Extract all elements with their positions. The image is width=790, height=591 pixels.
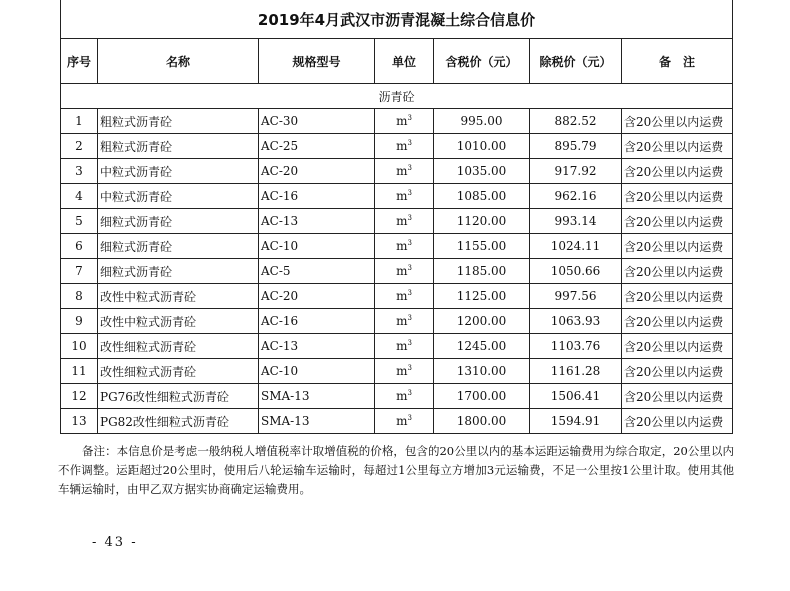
row-spec: AC-30 xyxy=(259,109,375,134)
row-remark: 含20公里以内运费 xyxy=(622,384,733,409)
unit-base: m xyxy=(396,164,408,178)
unit-base: m xyxy=(396,239,408,253)
row-unit xyxy=(375,334,434,359)
unit-superscript: 3 xyxy=(407,389,412,397)
row-remark: 含20公里以内运费 xyxy=(622,184,733,209)
category-row: 沥青砼 xyxy=(61,84,733,109)
row-name: 中粒式沥青砼 xyxy=(98,159,259,184)
row-taxed-price: 1120.00 xyxy=(434,209,530,234)
row-unit xyxy=(375,359,434,384)
row-spec: AC-5 xyxy=(259,259,375,284)
unit-base: m xyxy=(396,114,408,128)
row-remark: 含20公里以内运费 xyxy=(622,409,733,434)
unit-base: m xyxy=(396,139,408,153)
row-no: 11 xyxy=(61,359,98,384)
unit-base: m xyxy=(396,289,408,303)
row-remark: 含20公里以内运费 xyxy=(622,109,733,134)
row-untaxed-price: 962.16 xyxy=(530,184,622,209)
row-taxed-price: 1035.00 xyxy=(434,159,530,184)
row-untaxed-price: 1161.28 xyxy=(530,359,622,384)
row-taxed-price: 1245.00 xyxy=(434,334,530,359)
row-taxed-price: 1200.00 xyxy=(434,309,530,334)
footnote: 备注：本信息价是考虑一般纳税人增值税率计取增值税的价格，包含的20公里以内的基本运距运输费用为综合取定，20公里以内不作调整。运距超过20公里时，使用后八轮运输车运输时，每超过1公里每立方增加3元运输费，不足一公里按1公里计取。使用其他车辆运输时，由甲乙双方据实协商确定运输费用。 xyxy=(58,444,734,496)
unit-base: m xyxy=(396,389,408,403)
row-name: 细粒式沥青砼 xyxy=(98,209,259,234)
row-taxed-price: 1700.00 xyxy=(434,384,530,409)
row-taxed-price: 1310.00 xyxy=(434,359,530,384)
row-name: 改性中粒式沥青砼 xyxy=(98,284,259,309)
price-table xyxy=(60,0,733,434)
table-row xyxy=(61,259,733,284)
table-row xyxy=(61,159,733,184)
row-no: 12 xyxy=(61,384,98,409)
table-row xyxy=(61,109,733,134)
header-taxed-price: 含税价（元） xyxy=(434,39,530,84)
row-untaxed-price: 1024.11 xyxy=(530,234,622,259)
row-unit xyxy=(375,309,434,334)
table-row xyxy=(61,334,733,359)
row-name: PG76改性细粒式沥青砼 xyxy=(98,384,259,409)
row-spec: AC-13 xyxy=(259,334,375,359)
header-spec: 规格型号 xyxy=(259,39,375,84)
header-no: 序号 xyxy=(61,39,98,84)
row-spec: SMA-13 xyxy=(259,384,375,409)
row-remark: 含20公里以内运费 xyxy=(622,259,733,284)
row-no: 7 xyxy=(61,259,98,284)
table-row xyxy=(61,384,733,409)
row-remark: 含20公里以内运费 xyxy=(622,134,733,159)
row-unit xyxy=(375,234,434,259)
row-unit xyxy=(375,209,434,234)
header-unit: 单位 xyxy=(375,39,434,84)
unit-base: m xyxy=(396,339,408,353)
row-remark: 含20公里以内运费 xyxy=(622,234,733,259)
unit-superscript: 3 xyxy=(407,189,412,197)
row-no: 5 xyxy=(61,209,98,234)
row-unit xyxy=(375,184,434,209)
unit-base: m xyxy=(396,314,408,328)
row-untaxed-price: 1103.76 xyxy=(530,334,622,359)
unit-superscript: 3 xyxy=(407,289,412,297)
table-row xyxy=(61,134,733,159)
row-taxed-price: 1800.00 xyxy=(434,409,530,434)
row-name: 细粒式沥青砼 xyxy=(98,259,259,284)
row-untaxed-price: 997.56 xyxy=(530,284,622,309)
row-no: 1 xyxy=(61,109,98,134)
row-untaxed-price: 1063.93 xyxy=(530,309,622,334)
header-name: 名称 xyxy=(98,39,259,84)
row-untaxed-price: 895.79 xyxy=(530,134,622,159)
table-row xyxy=(61,359,733,384)
unit-base: m xyxy=(396,364,408,378)
header-row xyxy=(61,39,733,84)
row-taxed-price: 1125.00 xyxy=(434,284,530,309)
unit-base: m xyxy=(396,414,408,428)
row-unit xyxy=(375,159,434,184)
row-name: 改性细粒式沥青砼 xyxy=(98,334,259,359)
row-unit xyxy=(375,409,434,434)
row-spec: AC-10 xyxy=(259,359,375,384)
row-no: 4 xyxy=(61,184,98,209)
unit-superscript: 3 xyxy=(407,314,412,322)
table-row xyxy=(61,234,733,259)
row-taxed-price: 1085.00 xyxy=(434,184,530,209)
row-no: 6 xyxy=(61,234,98,259)
row-name: PG82改性细粒式沥青砼 xyxy=(98,409,259,434)
unit-superscript: 3 xyxy=(407,264,412,272)
price-table-container xyxy=(60,0,732,434)
row-remark: 含20公里以内运费 xyxy=(622,209,733,234)
row-name: 改性细粒式沥青砼 xyxy=(98,359,259,384)
page-number: - 43 - xyxy=(92,535,138,550)
row-unit xyxy=(375,109,434,134)
row-spec: AC-20 xyxy=(259,159,375,184)
row-untaxed-price: 1506.41 xyxy=(530,384,622,409)
row-spec: AC-13 xyxy=(259,209,375,234)
row-spec: AC-10 xyxy=(259,234,375,259)
unit-superscript: 3 xyxy=(407,114,412,122)
row-untaxed-price: 1594.91 xyxy=(530,409,622,434)
row-name: 粗粒式沥青砼 xyxy=(98,134,259,159)
row-spec: AC-16 xyxy=(259,184,375,209)
row-remark: 含20公里以内运费 xyxy=(622,359,733,384)
unit-base: m xyxy=(396,189,408,203)
row-untaxed-price: 917.92 xyxy=(530,159,622,184)
row-untaxed-price: 1050.66 xyxy=(530,259,622,284)
row-remark: 含20公里以内运费 xyxy=(622,159,733,184)
row-untaxed-price: 993.14 xyxy=(530,209,622,234)
row-no: 2 xyxy=(61,134,98,159)
table-row xyxy=(61,184,733,209)
row-taxed-price: 1185.00 xyxy=(434,259,530,284)
unit-superscript: 3 xyxy=(407,164,412,172)
row-taxed-price: 1155.00 xyxy=(434,234,530,259)
row-name: 细粒式沥青砼 xyxy=(98,234,259,259)
unit-base: m xyxy=(396,264,408,278)
row-unit xyxy=(375,384,434,409)
table-row xyxy=(61,284,733,309)
row-taxed-price: 1010.00 xyxy=(434,134,530,159)
row-untaxed-price: 882.52 xyxy=(530,109,622,134)
row-spec: SMA-13 xyxy=(259,409,375,434)
row-spec: AC-16 xyxy=(259,309,375,334)
row-unit xyxy=(375,284,434,309)
row-unit xyxy=(375,259,434,284)
row-no: 3 xyxy=(61,159,98,184)
row-no: 8 xyxy=(61,284,98,309)
row-no: 13 xyxy=(61,409,98,434)
row-no: 10 xyxy=(61,334,98,359)
header-remark: 备 注 xyxy=(622,39,733,84)
table-row xyxy=(61,209,733,234)
row-remark: 含20公里以内运费 xyxy=(622,284,733,309)
unit-superscript: 3 xyxy=(407,364,412,372)
unit-superscript: 3 xyxy=(407,339,412,347)
table-row xyxy=(61,309,733,334)
unit-superscript: 3 xyxy=(407,214,412,222)
unit-superscript: 3 xyxy=(407,239,412,247)
row-taxed-price: 995.00 xyxy=(434,109,530,134)
row-unit xyxy=(375,134,434,159)
row-name: 粗粒式沥青砼 xyxy=(98,109,259,134)
row-remark: 含20公里以内运费 xyxy=(622,309,733,334)
unit-base: m xyxy=(396,214,408,228)
row-no: 9 xyxy=(61,309,98,334)
table-row xyxy=(61,409,733,434)
row-remark: 含20公里以内运费 xyxy=(622,334,733,359)
unit-superscript: 3 xyxy=(407,414,412,422)
row-spec: AC-25 xyxy=(259,134,375,159)
unit-superscript: 3 xyxy=(407,139,412,147)
row-spec: AC-20 xyxy=(259,284,375,309)
table-title: 2019年4月武汉市沥青混凝土综合信息价 xyxy=(61,0,733,39)
header-untaxed-price: 除税价（元） xyxy=(530,39,622,84)
row-name: 中粒式沥青砼 xyxy=(98,184,259,209)
row-name: 改性中粒式沥青砼 xyxy=(98,309,259,334)
